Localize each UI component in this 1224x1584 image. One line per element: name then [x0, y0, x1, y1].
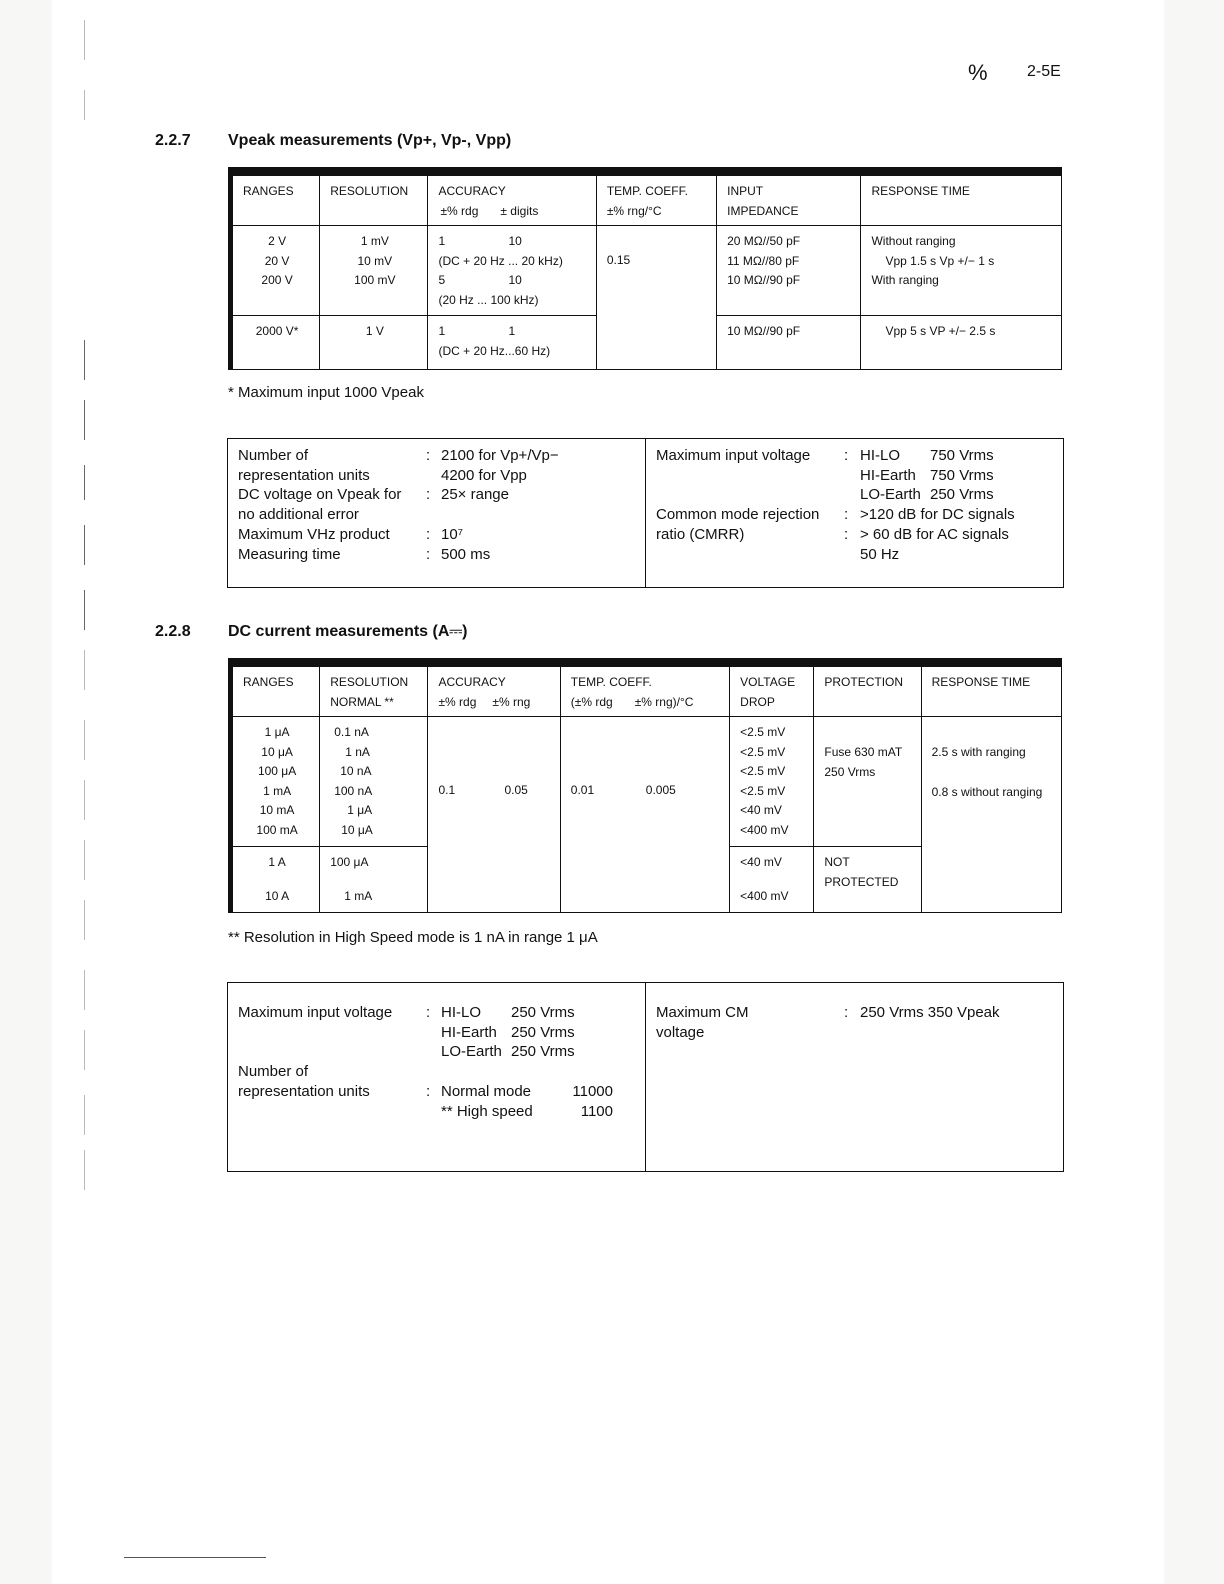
info-key: Measuring time	[238, 545, 341, 563]
col-header: TEMP. COEFF.	[570, 675, 652, 689]
col-header: RESOLUTION	[330, 675, 409, 689]
footnote: ** Resolution in High Speed mode is 1 nA in range 1 μA	[228, 929, 598, 946]
resolution-cell: 100 nA	[334, 783, 373, 798]
col-subheader: NORMAL **	[330, 694, 394, 709]
info-value: HI-Earth	[441, 1023, 497, 1041]
margin-mark	[84, 720, 85, 760]
info-value: LO-Earth	[860, 486, 921, 504]
drop-cell: <400 mV	[740, 822, 789, 837]
info-value: 250 Vrms	[930, 486, 994, 504]
col-header: INPUT	[727, 184, 764, 198]
margin-mark	[84, 590, 85, 630]
margin-mark	[84, 465, 85, 500]
info-value: HI-LO	[441, 1004, 482, 1021]
info-key: Maximum VHz product	[238, 525, 390, 543]
info-key: representation units	[238, 1082, 370, 1100]
col-header: RANGES	[243, 675, 294, 689]
col-header: RESPONSE TIME	[871, 184, 970, 198]
range-cell: 10 A	[265, 888, 290, 903]
resolution-cell: 0.1 nA	[334, 725, 369, 739]
table-row	[231, 226, 1062, 316]
section-number: 2.2.7	[155, 132, 191, 149]
resolution-cell: 100 mV	[354, 273, 396, 287]
dc-current-info-box: Maximum input voltage : HI-LO 250 Vrms HI-Earth 250 Vrms LO-Earth 250 Vrms Number of representation units : Normal mode 11000 ** High speed 1100 Maximum CM : 250 Vrms 350 Vpeak voltage	[227, 982, 1064, 1172]
info-value: 250 Vrms	[511, 1023, 575, 1041]
page-number: 2-5E	[1027, 63, 1061, 80]
drop-cell: <2.5 mV	[740, 725, 786, 739]
accuracy-freq: (DC + 20 Hz ... 20 kHz)	[438, 253, 563, 268]
margin-mark	[84, 400, 85, 440]
range-cell: 1 μA	[264, 725, 290, 739]
col-header: TEMP. COEFF.	[606, 184, 688, 198]
accuracy-rng: 0.05	[504, 783, 528, 797]
col-subheader: ±% rdg	[438, 694, 477, 709]
response-text: 0.8 s without ranging	[931, 784, 1043, 799]
info-value: 50 Hz	[860, 545, 900, 563]
col-subheader: ± digits	[500, 203, 539, 218]
scan-underline	[124, 1557, 266, 1558]
resolution-cell: 100 μA	[330, 855, 369, 869]
drop-cell: <400 mV	[740, 888, 789, 903]
section-title: Vpeak measurements (Vp+, Vp-, Vpp)	[228, 132, 512, 149]
accuracy-rdg: 5	[438, 273, 446, 287]
margin-mark	[84, 20, 85, 60]
vpeak-spec-table	[228, 167, 1062, 370]
section-number: 2.2.8	[155, 623, 191, 640]
response-text: With ranging	[871, 273, 939, 287]
info-key: DC voltage on Vpeak for	[238, 486, 402, 504]
protection-text: PROTECTED	[824, 874, 899, 889]
info-key: Maximum input voltage	[656, 447, 811, 464]
accuracy-freq: (DC + 20 Hz...60 Hz)	[438, 343, 551, 358]
info-value: 750 Vrms	[930, 447, 994, 464]
range-cell: 1 A	[268, 855, 286, 869]
col-subheader: ±% rng	[492, 694, 531, 709]
margin-mark	[84, 90, 85, 120]
info-value: >120 dB for DC signals	[860, 506, 1015, 524]
response-text: Without ranging	[871, 234, 956, 248]
info-value: 11000	[572, 1082, 613, 1100]
resolution-cell: 1 mA	[344, 888, 373, 903]
vpeak-info-box: Number of : 2100 for Vp+/Vp− representation units 4200 for Vpp DC voltage on Vpeak for : 25× range no additional error Maximum VHz product : 10⁷ Measuring time : 500 ms Maximum input voltage : HI-LO 750 Vrms HI-Earth 750 Vrms LO-Earth 250 Vrms Common mode rejection : >120 dB for DC signals ratio (CMRR) : > 60 dB for AC signals 50 Hz	[227, 438, 1064, 588]
footnote: * Maximum input 1000 Vpeak	[228, 384, 424, 401]
info-value: 25× range	[441, 486, 509, 504]
info-value: 250 Vrms	[511, 1043, 575, 1061]
col-header: RESPONSE TIME	[931, 675, 1031, 689]
margin-mark	[84, 780, 85, 820]
info-value: HI-LO	[860, 447, 901, 464]
info-value: 250 Vrms	[511, 1004, 575, 1021]
response-text: Vpp 5 s VP +/− 2.5 s	[885, 324, 996, 338]
col-subheader: ±% rng)/°C	[634, 694, 694, 709]
accuracy-rdg: 1	[438, 324, 446, 338]
info-key: voltage	[656, 1023, 705, 1041]
col-header: VOLTAGE	[740, 675, 796, 689]
col-header: ACCURACY	[438, 675, 506, 689]
info-value: > 60 dB for AC signals	[860, 525, 1009, 543]
info-value: 4200 for Vpp	[441, 466, 527, 484]
margin-mark	[84, 970, 85, 1010]
margin-mark	[84, 650, 85, 690]
range-cell: 100 mA	[256, 822, 298, 837]
info-key: no additional error	[238, 506, 359, 524]
range-cell: 10 mA	[259, 803, 295, 817]
range-cell: 2 V	[268, 234, 287, 248]
protection-text: 250 Vrms	[824, 764, 876, 779]
accuracy-digits: 10	[508, 234, 522, 248]
col-subheader: ±% rng/°C	[606, 203, 662, 218]
response-text: 2.5 s with ranging	[931, 745, 1026, 759]
col-subheader: ±% rdg	[440, 203, 479, 218]
table-row	[231, 717, 1062, 847]
resolution-cell: 1 mV	[360, 234, 389, 248]
impedance-cell: 10 MΩ//90 pF	[727, 324, 801, 338]
accuracy-digits: 10	[508, 273, 522, 287]
margin-mark	[84, 525, 85, 565]
accuracy-freq: (20 Hz ... 100 kHz)	[438, 292, 539, 307]
col-header: RANGES	[243, 184, 294, 198]
protection-text: Fuse 630 mAT	[824, 745, 903, 759]
info-value: LO-Earth	[441, 1043, 502, 1061]
response-text: Vpp 1.5 s Vp +/− 1 s	[885, 253, 995, 268]
range-cell: 2000 V*	[255, 324, 299, 338]
temp-coeff-value: 0.15	[606, 253, 631, 267]
accuracy-rdg: 1	[438, 234, 446, 248]
info-value: Normal mode	[441, 1082, 532, 1100]
margin-mark	[84, 900, 85, 940]
info-key: Maximum input voltage	[238, 1004, 393, 1021]
range-cell: 10 μA	[261, 744, 293, 759]
col-subheader: (±% rdg	[570, 694, 613, 709]
accuracy-rdg: 0.1	[438, 783, 456, 797]
margin-mark	[84, 840, 85, 880]
drop-cell: <40 mV	[740, 855, 782, 869]
margin-mark	[84, 1150, 85, 1190]
col-header: RESOLUTION	[330, 184, 409, 198]
info-value: 250 Vrms 350 Vpeak	[860, 1004, 1000, 1021]
drop-cell: <2.5 mV	[740, 764, 786, 778]
info-key: representation units	[238, 466, 370, 484]
info-value: ** High speed	[441, 1102, 533, 1120]
info-key: Maximum CM	[656, 1004, 749, 1021]
resolution-cell: 1 μA	[347, 803, 373, 817]
range-cell: 100 μA	[257, 764, 297, 778]
temp-rdg: 0.01	[570, 783, 595, 797]
resolution-cell: 10 μA	[341, 822, 373, 837]
info-key: Common mode rejection	[656, 506, 820, 524]
info-key: Number of	[238, 1063, 309, 1081]
resolution-cell: 10 mV	[357, 253, 393, 268]
resolution-cell: 1 V	[365, 324, 384, 338]
range-cell: 20 V	[264, 253, 290, 268]
impedance-cell: 11 MΩ//80 pF	[727, 253, 800, 268]
range-cell: 1 mA	[263, 783, 292, 798]
table-header-row	[231, 172, 1062, 226]
info-value: HI-Earth	[860, 466, 916, 484]
section-title: DC current measurements (A⎓)	[228, 623, 468, 640]
impedance-cell: 20 MΩ//50 pF	[727, 234, 801, 248]
drop-cell: <40 mV	[740, 803, 782, 817]
info-value: 500 ms	[441, 545, 491, 563]
temp-rng: 0.005	[645, 783, 676, 797]
range-cell: 200 V	[261, 273, 293, 287]
info-key: ratio (CMRR)	[656, 525, 745, 543]
drop-cell: <2.5 mV	[740, 744, 786, 759]
info-key: Number of	[238, 447, 309, 464]
margin-mark	[84, 340, 85, 380]
col-header: ACCURACY	[438, 184, 506, 198]
col-subheader: IMPEDANCE	[727, 203, 799, 218]
col-header: PROTECTION	[824, 675, 904, 689]
resolution-cell: 1 nA	[345, 744, 370, 759]
info-value: 750 Vrms	[930, 466, 994, 484]
table-header-row	[231, 663, 1062, 717]
protection-text: NOT	[824, 855, 850, 869]
info-value: 2100 for Vp+/Vp−	[441, 447, 559, 464]
header-symbol: %	[968, 60, 988, 85]
dc-current-spec-table	[228, 658, 1062, 913]
info-value: 1100	[580, 1102, 613, 1120]
info-value: 10⁷	[441, 525, 464, 543]
margin-mark	[84, 1095, 85, 1135]
resolution-cell: 10 nA	[340, 764, 372, 778]
accuracy-digits: 1	[508, 324, 516, 338]
col-subheader: DROP	[740, 694, 775, 709]
margin-mark	[84, 1030, 85, 1070]
drop-cell: <2.5 mV	[740, 783, 786, 798]
impedance-cell: 10 MΩ//90 pF	[727, 273, 801, 287]
